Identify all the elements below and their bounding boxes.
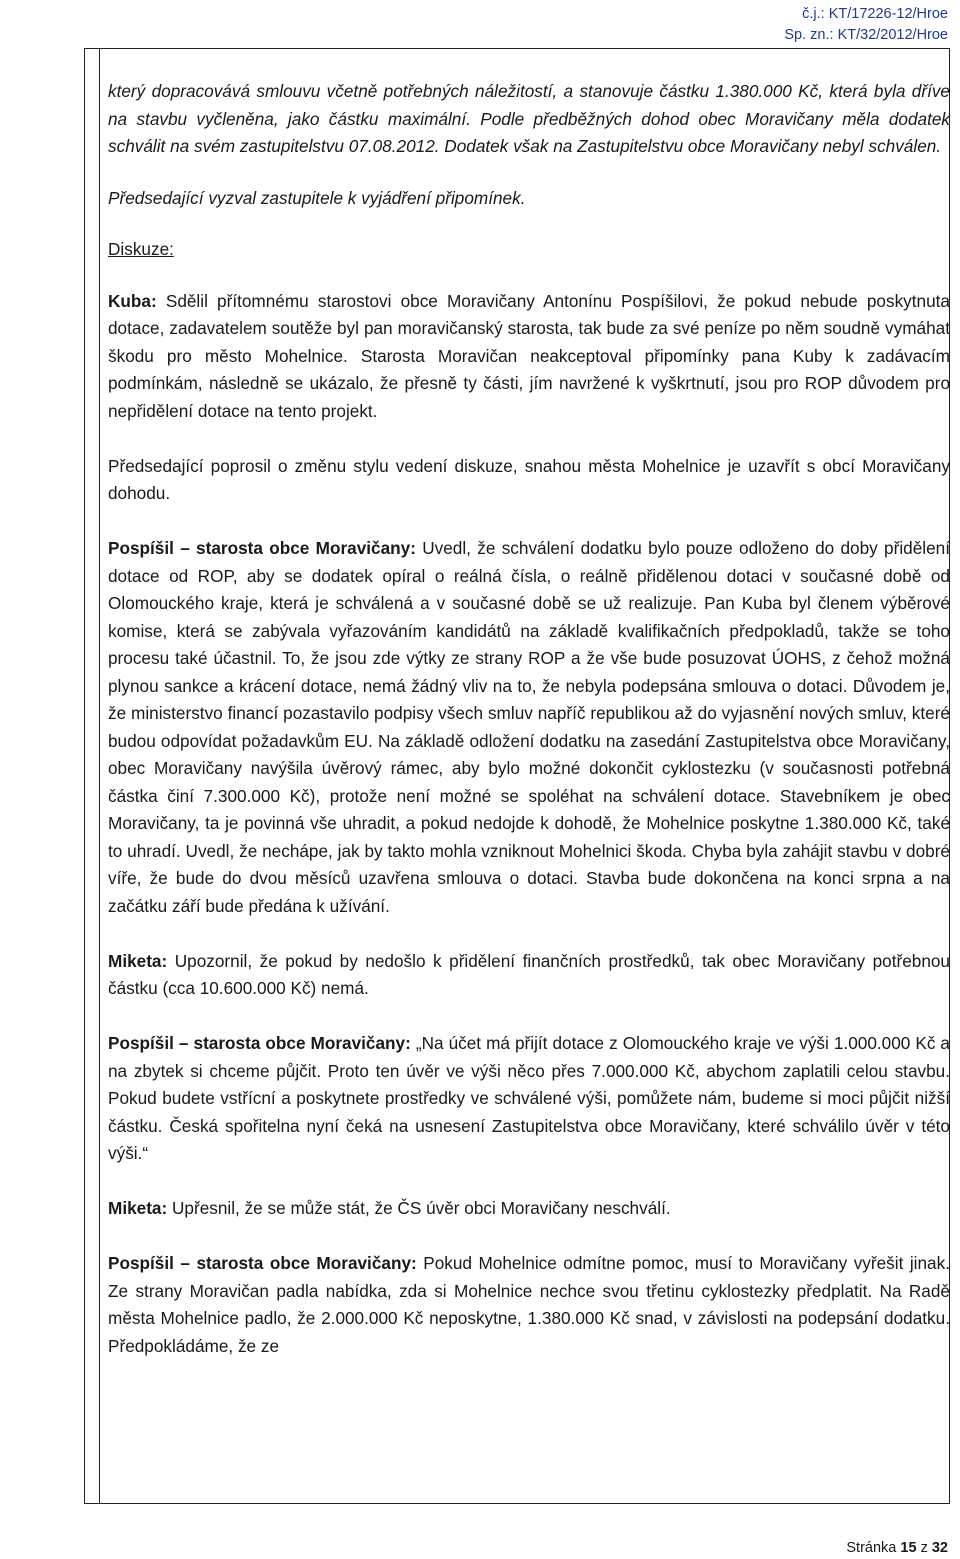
pospisil-text-3: Pokud Mohelnice odmítne pomoc, musí to Moravičany vyřešit jinak. Ze strany Moravičan padla nabídka, zda si Mohelnice nechce svou třetinu cyklostezky předplatit. Na Radě města Mohelnice padlo, že 2.000.000 Kč neposkytne, 1.380.000 Kč snad, v závislosti na podepsání dodatku. Předpokládáme, že ze (108, 1253, 950, 1356)
page-label: Stránka (846, 1540, 897, 1556)
document-header (784, 4, 948, 46)
case-reference: č.j.: KT/17226-12/Hroe (802, 6, 948, 22)
frame-divider (99, 49, 100, 1503)
speaker-miketa: Miketa: (108, 1198, 168, 1218)
speaker-miketa: Miketa: (108, 950, 168, 971)
speaker-kuba: Kuba: (108, 290, 157, 311)
speaker-pospisil: Pospíšil – starosta obce Moravičany: (108, 1253, 417, 1273)
discussion-heading (108, 236, 950, 264)
chair-call-paragraph: Předsedající vyzval zastupitele k vyjádření připomínek. (108, 187, 526, 208)
page-footer (846, 1540, 948, 1556)
intro-paragraph: který dopracovává smlouvu včetně potřebných náležitostí, a stanovuje částku 1.380.000 Kč, která byla dříve na stavbu vyčleněna, jako částku maximální. Podle předběžných dohod obec Moravičany měla dodatek schválit na svém zastupitelstvu 07.08.2012. Dodatek však na Zastupitelstvu obce Moravičany nebyl schválen. (108, 81, 950, 156)
page-total: 32 (931, 1540, 948, 1556)
pospisil-paragraph-2 (108, 1030, 950, 1168)
discussion-label: Diskuze: (108, 239, 174, 259)
speaker-pospisil: Pospíšil – starosta obce Moravičany: (108, 538, 416, 558)
document-body (108, 78, 950, 1388)
miketa-paragraph-2 (108, 1195, 950, 1223)
pospisil-paragraph-3 (108, 1250, 950, 1360)
page-of: z (920, 1540, 928, 1556)
pospisil-text-1: Uvedl, že schválení dodatku bylo pouze odloženo do doby přidělení dotace od ROP, aby se dodatek opíral o reálná čísla, o reálně přidělenou dotaci v současné době od Olomouckého kraje, která je schválená a v současné době se už realizuje. Pan Kuba byl členem výběrové komise, která se zabývala vyřazováním kandidátů na základě kvalifikačních předpokladů, takže se toho procesu také účastnil. To, že jsou zde výtky ze strany ROP a že vše bude posuzovat ÚOHS, z čehož možná plynou sankce a krácení dotace, nemá žádný vliv na to, že nebyla podepsána smlouva o dotaci. Důvodem je, že ministerstvo financí pozastavilo podpisy všech smluv napříč republikou až do vyjasnění nových smluv, které budou odpovídat požadavkům EU. Na základě odložení dodatku na zasedání Zastupitelstva obce Moravičany, obec Moravičany navýšila úvěrový rámec, aby bylo možné dokončit cyklostezku (v současnosti potřebná částka činí 7.300.000 Kč), protože není možné se spoléhat na schválení dotace. Stavebníkem je obec Moravičany, ta je povinná vše uhradit, a pokud nedojde k dohodě, že Mohelnice poskytne 1.380.000 Kč, také to uhradí. Uvedl, že nechápe, jak by takto mohla vzniknout Mohelnici škoda. Chyba byla zahájit stavbu v dobré víře, že bude do dvou měsíců uzavřena smlouva o dotaci. Stavba bude dokončena na konci srpna a na začátku září bude předána k užívání. (108, 538, 950, 916)
pospisil-text-2: „Na účet má přijít dotace z Olomouckého kraje ve výši 1.000.000 Kč a na zbytek si chceme půjčit. Proto ten úvěr ve výši něco přes 7.000.000 Kč, abychom zaplatili celou stavbu. Pokud budete vstřícní a poskytnete prostředky ve schválené výši, pomůžete nám, budeme si moci půjčit nižší částku. Česká spořitelna nyní čeká na usnesení Zastupitelstva obce Moravičany, které schválilo úvěr v této výši.“ (108, 1033, 950, 1163)
miketa-text-1: Upozornil, že pokud by nedošlo k přidělení finančních prostředků, tak obec Moravičany potřebnou částku (cca 10.600.000 Kč) nemá. (108, 950, 950, 998)
page-number: 15 (900, 1540, 917, 1556)
file-reference: Sp. zn.: KT/32/2012/Hroe (784, 27, 948, 43)
kuba-text: Sdělil přítomnému starostovi obce Moravičany Antonínu Pospíšilovi, že pokud nebude poskytnuta dotace, zadavatelem soutěže byl pan moravičanský starosta, tak bude za své peníze po něm soudně vymáhat škodu pro město Mohelnice. Starosta Moravičan neakceptoval připomínky pana Kuby k zadávacím podmínkám, následně se ukázalo, že přesně ty části, jím navržené k vyškrtnutí, jsou pro ROP důvodem pro nepřidělení dotace na tento projekt. (108, 290, 950, 421)
chair-request-paragraph: Předsedající poprosil o změnu stylu vedení diskuze, snahou města Mohelnice je uzavřít s obcí Moravičany dohodu. (108, 455, 950, 503)
pospisil-paragraph-1 (108, 535, 950, 920)
miketa-text-2: Upřesnil, že se může stát, že ČS úvěr obci Moravičany neschválí. (167, 1198, 671, 1218)
miketa-paragraph-1 (108, 948, 950, 1003)
kuba-paragraph (108, 288, 950, 426)
speaker-pospisil: Pospíšil – starosta obce Moravičany: (108, 1033, 411, 1053)
